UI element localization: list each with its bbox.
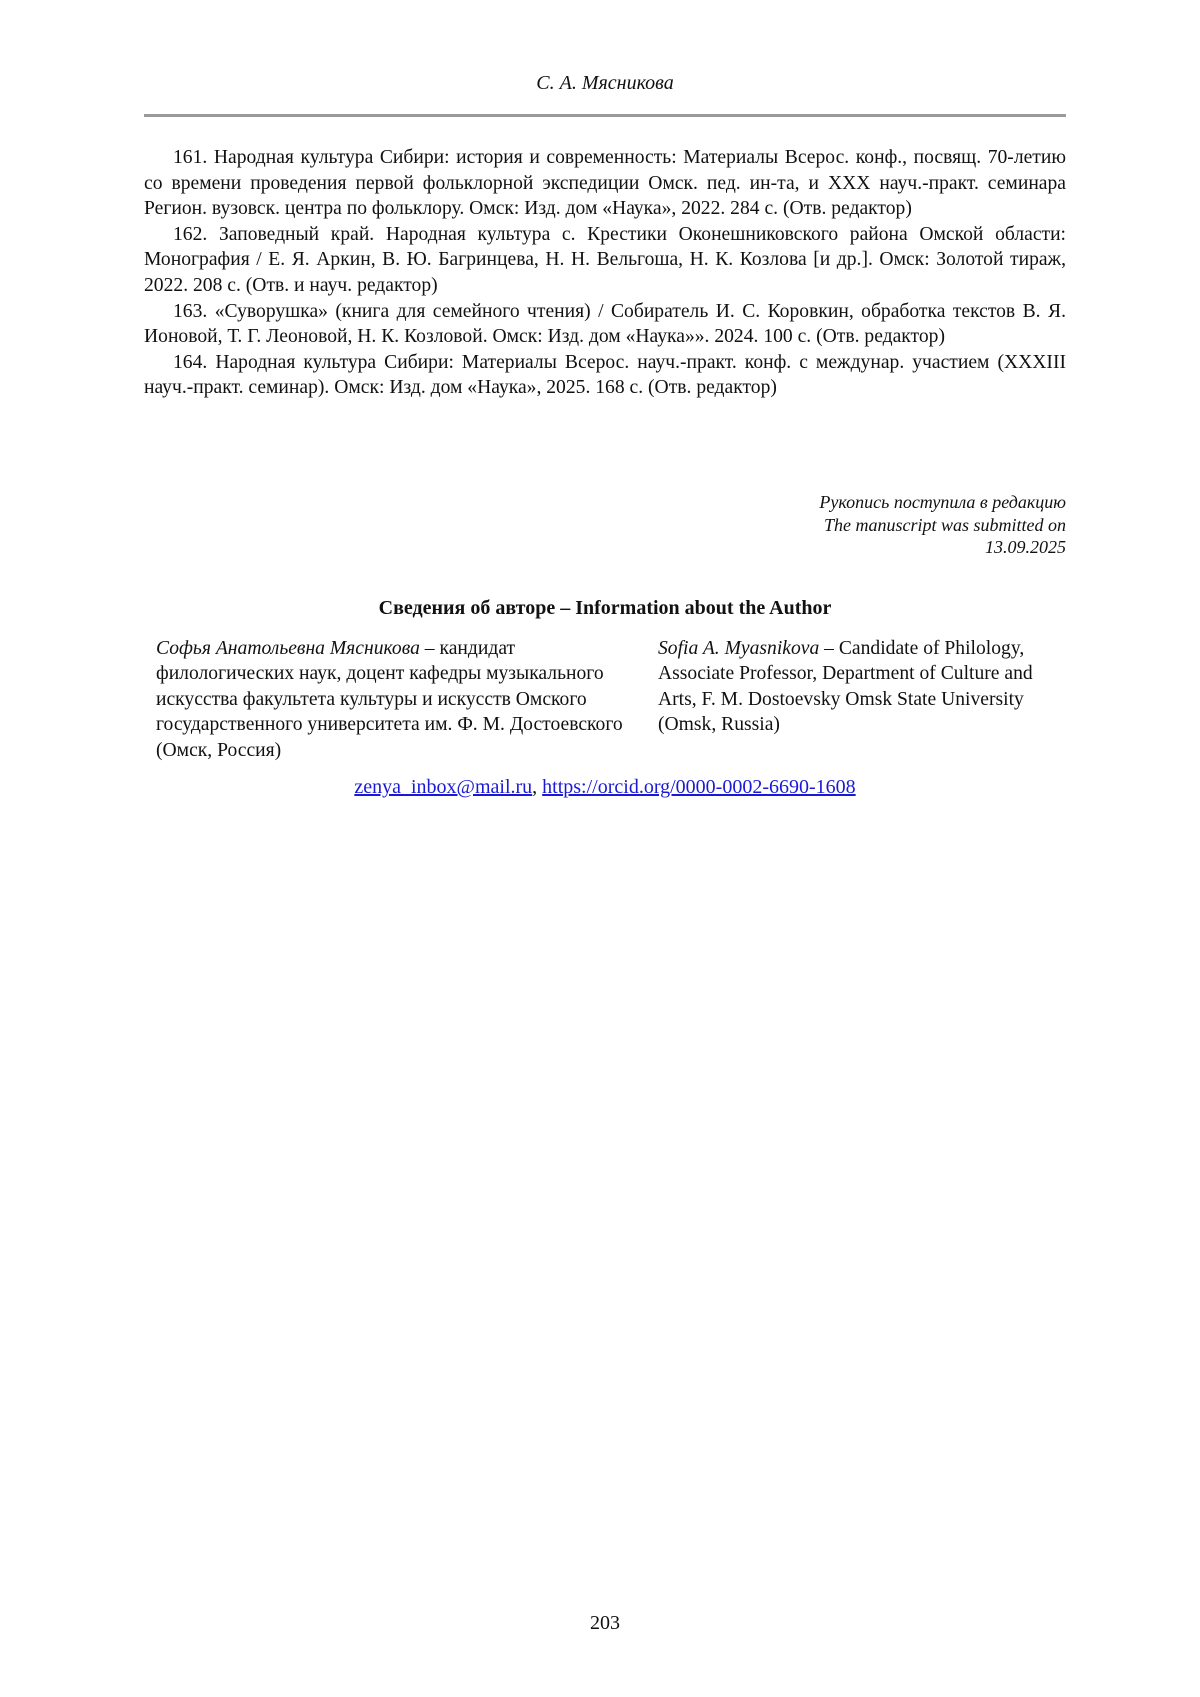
reference-number: 162. xyxy=(173,223,208,245)
reference-list xyxy=(144,145,1066,401)
author-name-ru: Софья Анатольевна Мясникова xyxy=(156,638,420,659)
reference-number: 161. xyxy=(173,147,208,168)
contact-separator: , xyxy=(532,776,543,798)
submission-line-ru: Рукопись поступила в редакцию xyxy=(819,492,1066,512)
author-description-ru: – кандидат филологических наук, доцент кафедры музыкального искусства факультета культуры и искусств Омского государственного университета им. Ф. М. Достоевского (Омск, Россия) xyxy=(156,638,623,761)
reference-item-163 xyxy=(144,299,1066,350)
orcid-link[interactable]: https://orcid.org/0000-0002-6690-1608 xyxy=(542,776,856,798)
reference-item-162 xyxy=(144,222,1066,299)
author-name-en: Sofia A. Myasnikova xyxy=(658,638,820,659)
author-contacts xyxy=(144,776,1066,799)
running-header: С. А. Мясникова xyxy=(536,72,674,94)
submission-line-en: The manuscript was submitted on xyxy=(823,514,1066,535)
submission-date: 13.09.2025 xyxy=(985,537,1066,557)
author-description-en: – Candidate of Philology, Associate Professor, Department of Culture and Arts, F. M. Dostoevsky Omsk State University (Omsk, Russia) xyxy=(658,638,1033,736)
submission-note xyxy=(819,491,1066,559)
reference-text: Народная культура Сибири: Материалы Всерос. науч.-практ. конф. с междунар. участием (XXXIII науч.-практ. семинар). Омск: Изд. дом «Наука», 2025. 168 с. (Отв. редактор) xyxy=(144,351,1066,399)
reference-number: 164. xyxy=(173,351,208,373)
reference-item-164 xyxy=(144,350,1066,401)
reference-text: Народная культура Сибири: история и современность: Материалы Всерос. конф., посвящ. 70-летию со времени проведения первой фольклорной экспедиции Омск. пед. ин-та, и XXX науч.-практ. семинара Регион. вузовск. центра по фольклору. Омск: Изд. дом «Наука», 2022. 284 с. (Отв. редактор) xyxy=(144,147,1066,220)
reference-number: 163. xyxy=(173,300,208,322)
reference-text: Заповедный край. Народная культура с. Крестики Оконешниковского района Омской области: Монография / Е. Я. Аркин, В. Ю. Багринцева, Н. Н. Вельгоша, Н. К. Козлова [и др.]. Омск: Золотой тираж, 2022. 208 с. (Отв. и науч. редактор) xyxy=(144,223,1067,296)
reference-item-161 xyxy=(144,145,1066,222)
author-info-heading: Сведения об авторе – Information about the Author xyxy=(378,597,832,619)
header-rule xyxy=(144,114,1066,117)
author-info-ru xyxy=(156,636,631,763)
email-link[interactable]: zenya_inbox@mail.ru xyxy=(354,776,533,798)
page-number: 203 xyxy=(590,1612,620,1634)
author-info-en xyxy=(658,636,1068,738)
reference-text: «Суворушка» (книга для семейного чтения) / Собиратель И. С. Коровкин, обработка текстов В. Я. Ионовой, Т. Г. Леоновой, Н. К. Козловой. Омск: Изд. дом «Наука»». 2024. 100 с. (Отв. редактор) xyxy=(144,300,1066,348)
